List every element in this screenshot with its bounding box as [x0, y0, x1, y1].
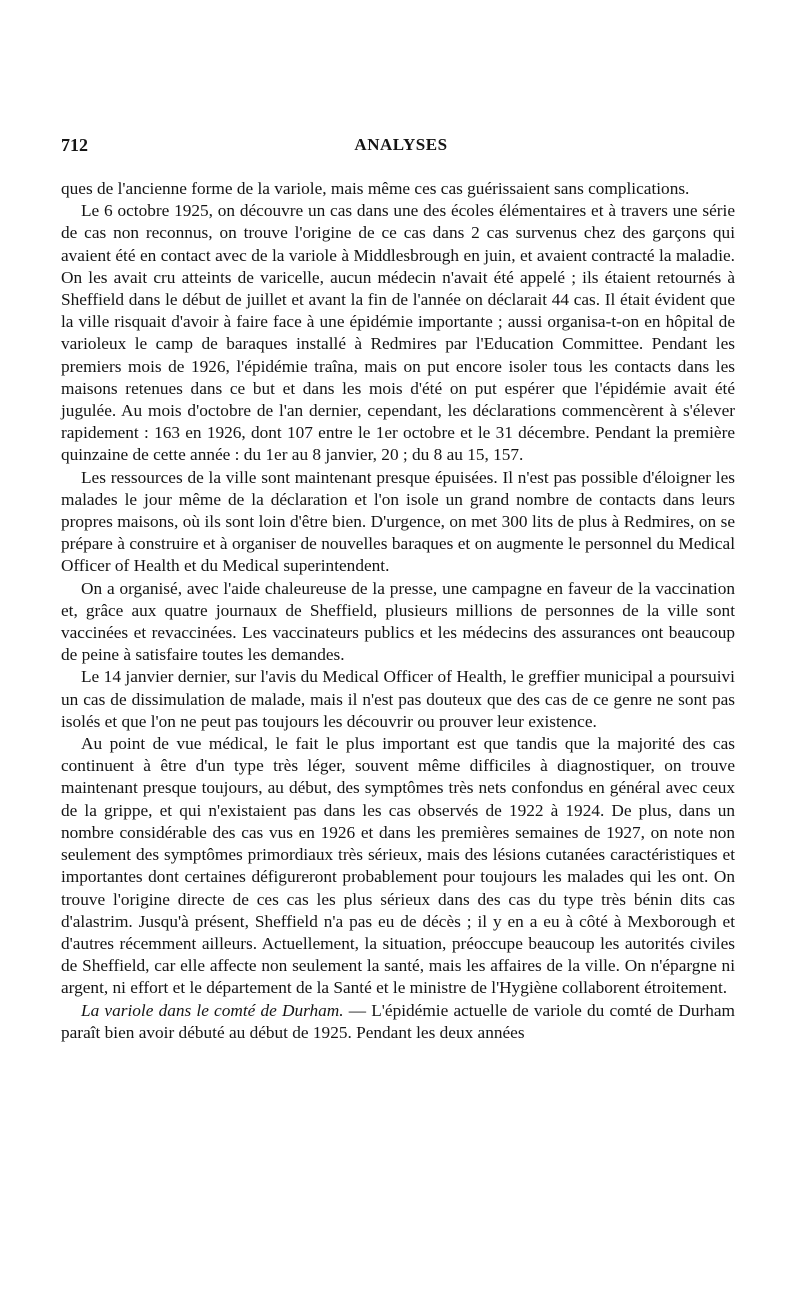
paragraph-durham [61, 1000, 735, 1044]
page-number: 712 [61, 135, 88, 155]
paragraph-continued: ques de l'ancienne forme de la variole, mais même ces cas guérissaient sans complications. [61, 179, 690, 198]
paragraph-city-resources: Les ressources de la ville sont maintenant presque épuisées. Il n'est pas possible d'éloigner les malades le jour même de la déclaration et l'on isole un grand nombre de contacts dans leurs propres maisons, où ils sont loin d'être bien. D'urgence, on met 300 lits de plus à Redmires, on se prépare à construire et à organiser de nouvelles baraques et on augmente le personnel du Medical Officer of Health et du Medical superintendent. [61, 467, 735, 576]
paragraph-outbreak-origin: Le 6 octobre 1925, on découvre un cas dans une des écoles élémentaires et à travers une série de cas non reconnus, on trouve l'origine de ce cas dans 2 cas survenus chez des garçons qui avaient été en contact avec de la variole à Middlesbrough en juin, et avaient contracté la maladie. On les avait cru atteints de varicelle, aucun médecin n'avait été appelé ; ils étaient retournés à Sheffield dans le début de juillet et avant la fin de l'année on déclarait 44 cas. Il était évident que la ville risquait d'avoir à faire face à une épidémie importante ; aussi organisa-t-on en hôpital de varioleux le camp de baraques installé à Redmires par l'Education Committee. Pendant les premiers mois de 1926, l'épidémie traîna, mais on put encore isoler tous les contacts dans les maisons retenues dans ce but et dans les mois d'été on put espérer que l'épidémie avait été jugulée. Au mois d'octobre de l'an dernier, cependant, les déclarations commencèrent à s'élever rapidement : 163 en 1926, dont 107 entre le 1er octobre et le 31 décembre. Pendant la première quinzaine de cette année : du 1er au 8 janvier, 20 ; du 8 au 15, 157. [61, 201, 735, 465]
page-header [61, 132, 741, 158]
page-body [61, 178, 735, 1044]
paragraph-vaccination-campaign: On a organisé, avec l'aide chaleureuse de la presse, une campagne en faveur de la vaccination et, grâce aux quatre journaux de Sheffield, plusieurs millions de personnes de la ville sont vaccinées et revaccinées. Les vaccinateurs publics et les médecins des assurances ont beaucoup de peine à satisfaire toutes les demandes. [61, 578, 735, 665]
section-title-durham: La variole dans le comté de Durham. [81, 1000, 344, 1020]
running-head: ANALYSES [354, 135, 448, 154]
paragraph-medical-view: Au point de vue médical, le fait le plus important est que tandis que la majorité des cas continuent à être d'un type très léger, souvent même difficiles à diagnostiquer, on trouve maintenant presque toujours, au début, des symptômes très nets confondus en général avec ceux de la grippe, et qui n'existaient pas dans les cas observés de 1922 à 1924. De plus, dans un nombre considérable des cas vus en 1926 et dans les premières semaines de 1927, on note non seulement des symptômes primordiaux très sérieux, mais des lésions cutanées caractéristiques et importantes dont certaines défigureront probablement pour toujours les malades qui les ont. On trouve l'origine directe de ces cas les plus sérieux dans des cas du type très bénin dits cas d'alastrim. Jusqu'à présent, Sheffield n'a pas eu de décès ; il y en a eu à côté à Mexborough et d'autres récemment ailleurs. Actuellement, la situation, préoccupe beaucoup les autorités civiles de Sheffield, car elle affecte non seulement la santé, mais les affaires de la ville. On n'épargne ni argent, ni effort et le département de la Santé et le ministre de l'Hygiène collaborent étroitement. [61, 734, 735, 998]
paragraph-dissimulation-case: Le 14 janvier dernier, sur l'avis du Medical Officer of Health, le greffier municipal a poursuivi un cas de dissimulation de malade, mais il n'est pas douteux que des cas de ce genre ne sont pas isolés et que l'on ne peut pas toujours les découvrir ou prouver leur existence. [61, 667, 735, 731]
paragraph-durham-text: — L'épidémie actuelle de variole du comté de Durham paraît bien avoir débuté au début de 1925. Pendant les deux années [61, 1000, 735, 1042]
